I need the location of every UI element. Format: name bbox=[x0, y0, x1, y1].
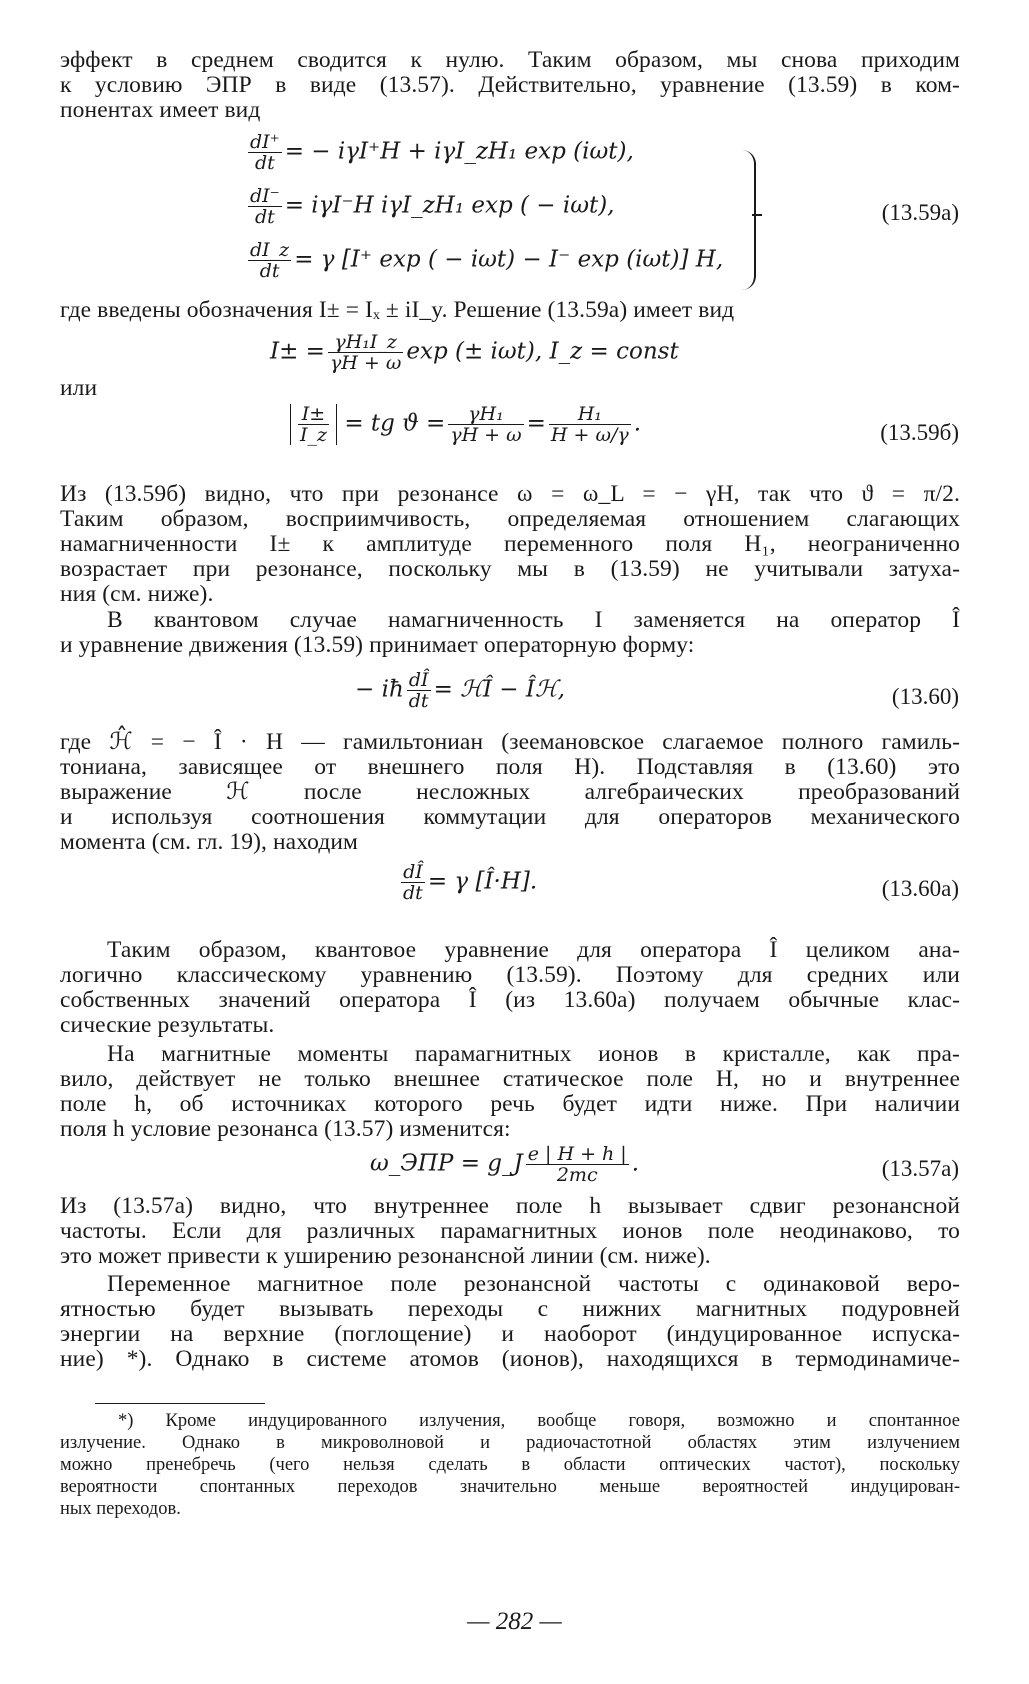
text-line: возрастает при резонансе, поскольку мы в (13.59) не учитывали затуха- bbox=[60, 556, 960, 582]
text-line: момента (см. гл. 19), находим bbox=[60, 829, 359, 855]
text-line: Из (13.57a) видно, что внутреннее поле h вызывает сдвиг резонансной bbox=[60, 1193, 960, 1219]
text-line: ятностью будет вызывать переходы с нижних магнитных подуровней bbox=[60, 1296, 960, 1322]
text-line: ние) *). Однако в системе атомов (ионов), находящихся в термодинамиче- bbox=[60, 1346, 960, 1372]
text-line: тониана, зависящее от внешнего поля H). Подставляя в (13.60) это bbox=[60, 754, 960, 780]
text-line: На магнитные моменты парамагнитных ионов в кристалле, как пра- bbox=[107, 1041, 960, 1067]
equation-1359a-line2: $\frac{dI^-}{dt}$ = iγI⁻H iγI_zH₁ exp ( − iωt), bbox=[250, 185, 615, 228]
text-line: понентах имеет вид bbox=[60, 97, 261, 123]
equation-number: (13.60a) bbox=[881, 876, 959, 901]
text-line: сические результаты. bbox=[60, 1012, 275, 1038]
paragraph-9 bbox=[60, 1272, 960, 1372]
equation-13596: $\frac{I\pm}{I\_z}$ = tg ϑ = $\frac{\text{γH₁}}{\gamma H + \omega}$ = $\frac{\text{H₁}}{H + \omega/\gamma}$ . bbox=[290, 404, 641, 445]
footnote-line: ных переходов. bbox=[60, 1499, 181, 1519]
text-line: намагниченности I± к амплитуде переменного поля H₁, неограниченно bbox=[60, 531, 960, 557]
equation-1359a-line3: $\frac{dI\_z}{dt}$ = γ [I⁺ exp ( − iωt) − I⁻ exp (iωt)] H, bbox=[250, 239, 724, 282]
equation-1359a-line1: $\frac{dI^+}{dt}$ = − iγI⁺H + iγI_zH₁ exp (iωt), bbox=[250, 131, 634, 174]
paragraph-3 bbox=[60, 482, 960, 607]
footnote-rule bbox=[95, 1403, 265, 1404]
equation-1357a: ω_ЭПР = g_J $\frac{e | H + h |}{2mc}$ . bbox=[370, 1143, 640, 1186]
text-line: где введены обозначения I± = Iₓ ± iI_y. Решение (13.59a) имеет вид bbox=[60, 297, 735, 323]
footnote-line: *) Кроме индуцированного излучения, вообще говоря, возможно и спонтанное bbox=[118, 1411, 960, 1431]
equation-number: (13.59a) bbox=[881, 200, 959, 225]
text-line: ния (см. ниже). bbox=[60, 581, 214, 607]
text-line: к условию ЭПР в виде (13.57). Действительно, уравнение (13.59) в ком- bbox=[60, 72, 960, 98]
paragraph-2 bbox=[60, 298, 960, 323]
equation-1360a: $\frac{dÎ}{dt}$ = γ [Î·H]. bbox=[403, 861, 538, 904]
text-line: вило, действует не только внешнее статическое поле H, но и внутреннее bbox=[60, 1066, 960, 1092]
text-line: и уравнение движения (13.59) принимает операторную форму: bbox=[60, 632, 695, 658]
text-line: логично классическому уравнению (13.59). Поэтому для средних или bbox=[60, 962, 960, 988]
paragraph-1 bbox=[60, 48, 960, 123]
text-line: частоты. Если для различных парамагнитных ионов поле неодинаково, то bbox=[60, 1218, 960, 1244]
text-line: Из (13.59б) видно, что при резонансе ω = ω_L = − γH, так что ϑ = π/2. bbox=[60, 481, 960, 507]
text-line: эффект в среднем сводится к нулю. Таким образом, мы снова приходим bbox=[60, 47, 960, 73]
footnote bbox=[60, 1410, 960, 1520]
text-line: поля h условие резонанса (13.57) изменится: bbox=[60, 1116, 511, 1142]
paragraph-4 bbox=[60, 608, 960, 658]
text-line: Переменное магнитное поле резонансной частоты с одинаковой веро- bbox=[107, 1271, 960, 1297]
right-brace bbox=[740, 150, 756, 290]
text-line: и используя соотношения коммутации для операторов механического bbox=[60, 804, 960, 830]
equation-number: (13.57a) bbox=[881, 1156, 959, 1181]
page-number: — 282 — bbox=[467, 1608, 562, 1635]
equation-1360: − iħ $\frac{dÎ}{dt}$ = ℋÎ − Îℋ, bbox=[355, 669, 565, 712]
equation-solution: I± = $\frac{\text{γH₁I\_z}}{\gamma H + \omega}$ exp (± iωt), I_z = const bbox=[270, 331, 679, 374]
footnote-line: можно пренебречь (чего нельзя сделать в области оптических частот), поскольку bbox=[60, 1455, 960, 1475]
text-line: Таким образом, квантовое уравнение для оператора Î целиком ана- bbox=[107, 937, 960, 963]
word-or: или bbox=[60, 375, 98, 401]
paragraph-5 bbox=[60, 730, 960, 855]
text-line: поле h, об источниках которого речь будет идти ниже. При наличии bbox=[60, 1091, 960, 1117]
equation-number: (13.60) bbox=[891, 684, 959, 709]
text-line: выражение ℋ после несложных алгебраических преобразований bbox=[60, 779, 960, 805]
paragraph-8 bbox=[60, 1194, 960, 1269]
text-line: энергии на верхние (поглощение) и наоборот (индуцированное испуска- bbox=[60, 1321, 960, 1347]
text-line: это может привести к уширению резонансной линии (см. ниже). bbox=[60, 1243, 711, 1269]
footnote-line: вероятности спонтанных переходов значительно меньше вероятностей индуцирован- bbox=[60, 1477, 960, 1497]
paragraph-6 bbox=[60, 938, 960, 1038]
text-line: собственных значений оператора Î (из 13.60a) получаем обычные клас- bbox=[60, 987, 960, 1013]
text-line: где ℋ̂ = − Î · H — гамильтониан (зеемановское слагаемое полного гамиль- bbox=[60, 729, 960, 755]
paragraph-7 bbox=[60, 1042, 960, 1142]
footnote-line: излучение. Однако в микроволновой и радиочастотной областях этим излучением bbox=[60, 1433, 960, 1453]
equation-number: (13.59б) bbox=[880, 420, 959, 445]
text-line: Таким образом, восприимчивость, определяемая отношением слагающих bbox=[60, 506, 960, 532]
right-brace-tip bbox=[752, 214, 762, 216]
text-line: В квантовом случае намагниченность I заменяется на оператор Î bbox=[107, 607, 960, 633]
